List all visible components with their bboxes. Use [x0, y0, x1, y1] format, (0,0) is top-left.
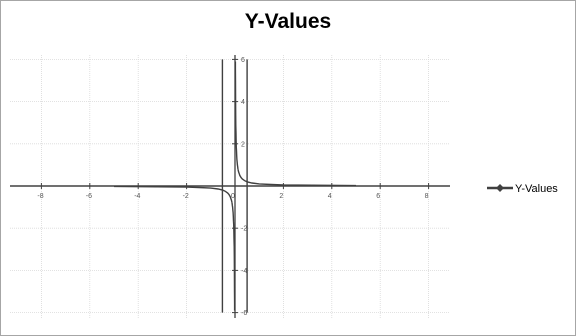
y-tick-label: -2	[241, 225, 248, 233]
x-tick-label: -6	[85, 193, 93, 200]
series-line	[114, 186, 232, 202]
series-line	[235, 62, 238, 170]
legend-marker-icon	[496, 184, 504, 192]
x-tick-label: -2	[182, 193, 189, 200]
series-line	[238, 170, 356, 186]
x-tick-label: 2	[279, 193, 284, 200]
y-tick-label: -6	[241, 310, 248, 318]
x-tick-label: 6	[376, 193, 381, 200]
y-tick-label: 2	[241, 141, 245, 149]
x-tick-label: -8	[37, 193, 44, 200]
legend-label: Y-Values	[515, 183, 558, 195]
x-tick-label: -4	[134, 193, 141, 200]
y-tick-label: 6	[241, 56, 245, 64]
y-tick-label: 4	[241, 99, 245, 107]
x-tick-label: 8	[424, 193, 429, 200]
series-line	[232, 202, 235, 310]
y-tick-label: -4	[241, 267, 248, 275]
x-tick-label: 0	[231, 193, 235, 200]
chart-title: Y-Values	[244, 10, 332, 33]
x-tick-label: 4	[327, 193, 332, 200]
